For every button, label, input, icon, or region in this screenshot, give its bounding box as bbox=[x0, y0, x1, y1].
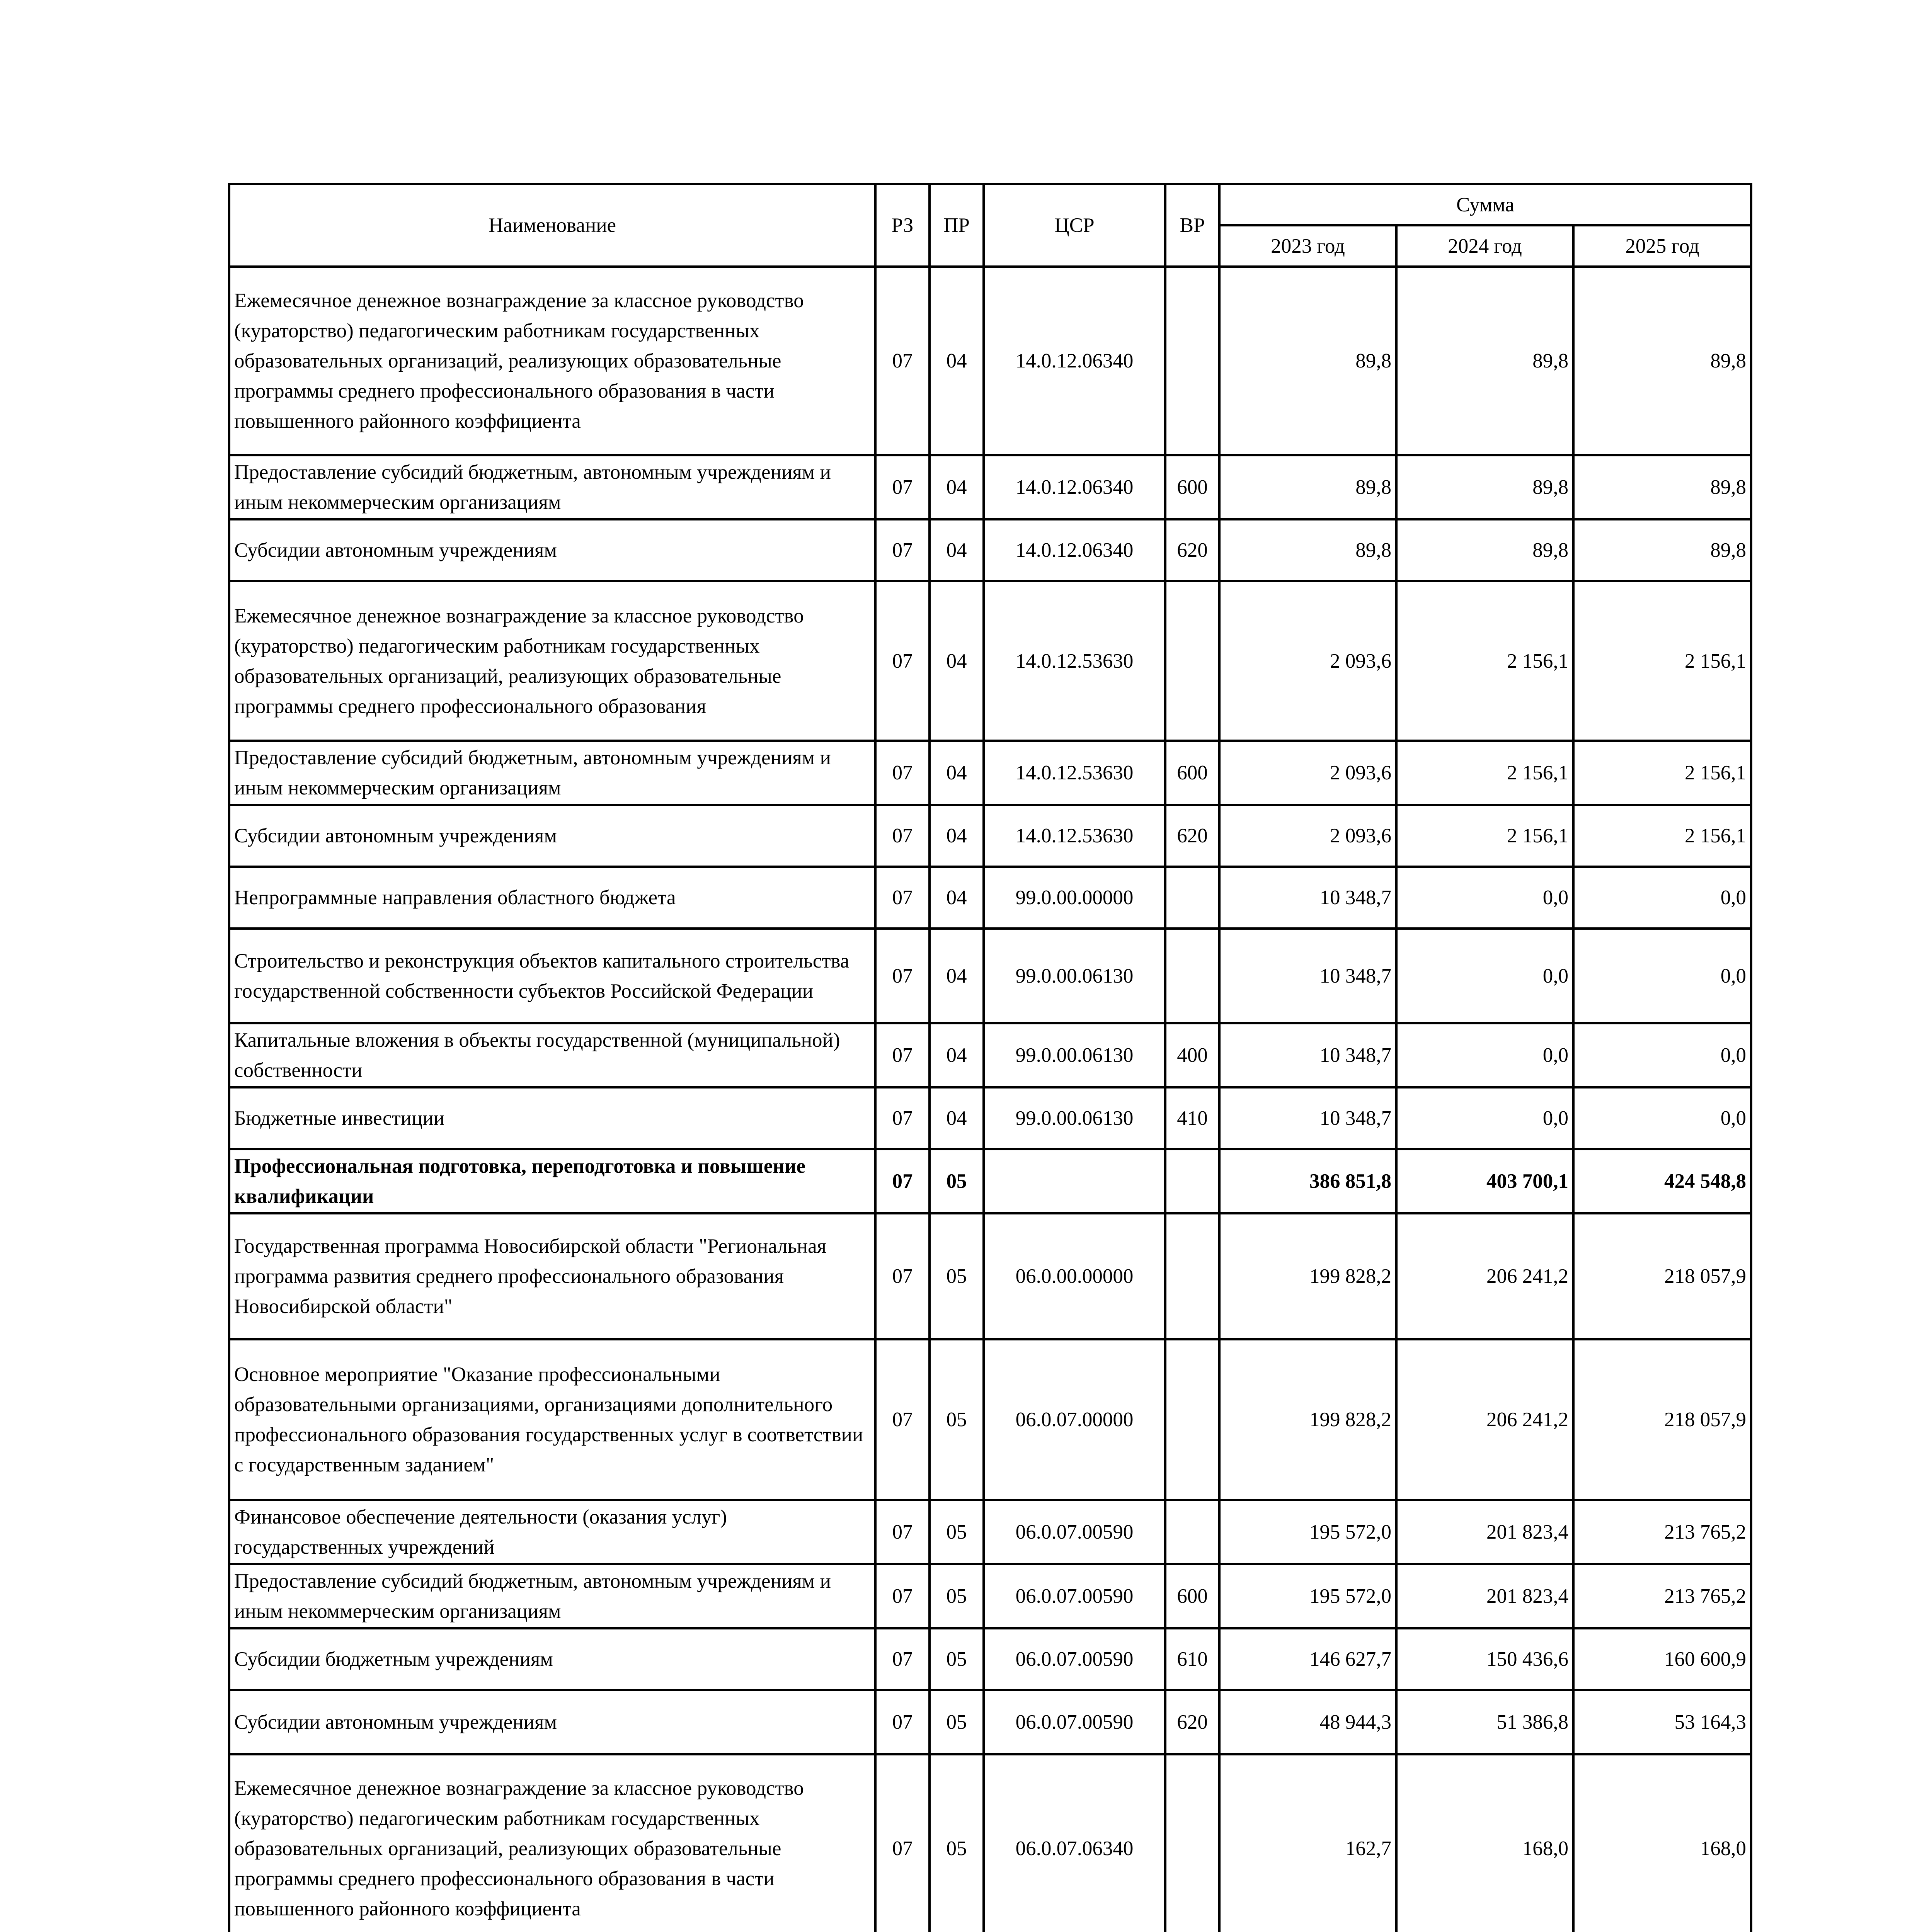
header-sum: Сумма bbox=[1219, 184, 1751, 225]
cell-name: Предоставление субсидий бюджетным, автономным учреждениям и иным некоммерческим организациям bbox=[229, 741, 875, 805]
cell-sum-2023: 162,7 bbox=[1219, 1754, 1396, 1932]
cell-sum-2023: 10 348,7 bbox=[1219, 1023, 1396, 1087]
table-body bbox=[229, 267, 1751, 1932]
cell-csr: 06.0.07.00590 bbox=[984, 1564, 1165, 1628]
cell-pr: 04 bbox=[930, 455, 984, 519]
cell-sum-2024: 0,0 bbox=[1396, 929, 1573, 1023]
cell-sum-2025: 0,0 bbox=[1573, 929, 1751, 1023]
cell-csr: 99.0.00.06130 bbox=[984, 929, 1165, 1023]
header-pr: ПР bbox=[930, 184, 984, 267]
cell-sum-2023: 89,8 bbox=[1219, 455, 1396, 519]
table-row bbox=[229, 581, 1751, 741]
cell-name: Субсидии автономным учреждениям bbox=[229, 805, 875, 867]
cell-rz: 07 bbox=[875, 581, 930, 741]
cell-vr: 620 bbox=[1165, 1690, 1219, 1754]
cell-vr bbox=[1165, 1213, 1219, 1339]
cell-sum-2023: 2 093,6 bbox=[1219, 805, 1396, 867]
cell-pr: 04 bbox=[930, 929, 984, 1023]
cell-sum-2025: 2 156,1 bbox=[1573, 581, 1751, 741]
cell-pr: 04 bbox=[930, 1023, 984, 1087]
cell-name: Ежемесячное денежное вознаграждение за классное руководство (кураторство) педагогическим работникам государственных образовательных организаций, реализующих образовательные программы среднего профессионального образования в части повышенного районного коэффициента bbox=[229, 267, 875, 455]
cell-sum-2023: 2 093,6 bbox=[1219, 581, 1396, 741]
cell-sum-2024: 0,0 bbox=[1396, 1087, 1573, 1149]
table-row bbox=[229, 1213, 1751, 1339]
cell-name: Профессиональная подготовка, переподготовка и повышение квалификации bbox=[229, 1149, 875, 1213]
cell-name: Капитальные вложения в объекты государственной (муниципальной) собственности bbox=[229, 1023, 875, 1087]
cell-pr: 05 bbox=[930, 1690, 984, 1754]
cell-pr: 04 bbox=[930, 581, 984, 741]
cell-rz: 07 bbox=[875, 519, 930, 581]
cell-name: Субсидии автономным учреждениям bbox=[229, 519, 875, 581]
table-row bbox=[229, 1500, 1751, 1564]
cell-csr: 14.0.12.53630 bbox=[984, 581, 1165, 741]
cell-sum-2025: 89,8 bbox=[1573, 267, 1751, 455]
cell-sum-2025: 2 156,1 bbox=[1573, 805, 1751, 867]
cell-vr bbox=[1165, 267, 1219, 455]
cell-vr bbox=[1165, 1754, 1219, 1932]
cell-sum-2024: 2 156,1 bbox=[1396, 741, 1573, 805]
cell-vr bbox=[1165, 1149, 1219, 1213]
cell-vr: 610 bbox=[1165, 1628, 1219, 1690]
table-row bbox=[229, 519, 1751, 581]
cell-rz: 07 bbox=[875, 1754, 930, 1932]
cell-vr: 600 bbox=[1165, 455, 1219, 519]
cell-rz: 07 bbox=[875, 1213, 930, 1339]
cell-name: Государственная программа Новосибирской области "Региональная программа развития среднего профессионального образования Новосибирской области" bbox=[229, 1213, 875, 1339]
cell-csr: 14.0.12.06340 bbox=[984, 267, 1165, 455]
cell-pr: 05 bbox=[930, 1564, 984, 1628]
cell-rz: 07 bbox=[875, 929, 930, 1023]
cell-pr: 05 bbox=[930, 1754, 984, 1932]
cell-sum-2023: 195 572,0 bbox=[1219, 1500, 1396, 1564]
cell-csr: 14.0.12.53630 bbox=[984, 805, 1165, 867]
cell-pr: 04 bbox=[930, 1087, 984, 1149]
cell-pr: 04 bbox=[930, 867, 984, 929]
cell-csr: 06.0.07.00590 bbox=[984, 1690, 1165, 1754]
cell-csr bbox=[984, 1149, 1165, 1213]
cell-sum-2024: 150 436,6 bbox=[1396, 1628, 1573, 1690]
cell-pr: 05 bbox=[930, 1628, 984, 1690]
budget-table bbox=[228, 183, 1752, 1932]
cell-vr: 600 bbox=[1165, 1564, 1219, 1628]
cell-sum-2023: 10 348,7 bbox=[1219, 867, 1396, 929]
table-row bbox=[229, 867, 1751, 929]
table-row bbox=[229, 1087, 1751, 1149]
cell-sum-2025: 89,8 bbox=[1573, 455, 1751, 519]
cell-rz: 07 bbox=[875, 1023, 930, 1087]
cell-sum-2024: 89,8 bbox=[1396, 519, 1573, 581]
table-row bbox=[229, 455, 1751, 519]
header-name: Наименование bbox=[229, 184, 875, 267]
cell-vr bbox=[1165, 929, 1219, 1023]
table-row bbox=[229, 267, 1751, 455]
cell-vr: 410 bbox=[1165, 1087, 1219, 1149]
cell-rz: 07 bbox=[875, 1564, 930, 1628]
cell-sum-2024: 201 823,4 bbox=[1396, 1564, 1573, 1628]
cell-rz: 07 bbox=[875, 867, 930, 929]
cell-csr: 14.0.12.53630 bbox=[984, 741, 1165, 805]
cell-sum-2023: 89,8 bbox=[1219, 519, 1396, 581]
cell-sum-2023: 146 627,7 bbox=[1219, 1628, 1396, 1690]
cell-sum-2025: 218 057,9 bbox=[1573, 1339, 1751, 1500]
cell-sum-2025: 213 765,2 bbox=[1573, 1500, 1751, 1564]
cell-sum-2025: 213 765,2 bbox=[1573, 1564, 1751, 1628]
cell-sum-2023: 2 093,6 bbox=[1219, 741, 1396, 805]
cell-csr: 06.0.07.00590 bbox=[984, 1628, 1165, 1690]
cell-sum-2024: 0,0 bbox=[1396, 1023, 1573, 1087]
table-row bbox=[229, 741, 1751, 805]
cell-pr: 04 bbox=[930, 741, 984, 805]
header-rz: РЗ bbox=[875, 184, 930, 267]
cell-sum-2025: 0,0 bbox=[1573, 1087, 1751, 1149]
header-year-2025: 2025 год bbox=[1573, 225, 1751, 267]
table-row bbox=[229, 1690, 1751, 1754]
cell-sum-2023: 199 828,2 bbox=[1219, 1339, 1396, 1500]
cell-vr: 600 bbox=[1165, 741, 1219, 805]
cell-vr: 620 bbox=[1165, 805, 1219, 867]
table-row bbox=[229, 1339, 1751, 1500]
cell-name: Бюджетные инвестиции bbox=[229, 1087, 875, 1149]
cell-sum-2025: 218 057,9 bbox=[1573, 1213, 1751, 1339]
cell-name: Субсидии бюджетным учреждениям bbox=[229, 1628, 875, 1690]
cell-sum-2023: 195 572,0 bbox=[1219, 1564, 1396, 1628]
cell-name: Предоставление субсидий бюджетным, автономным учреждениям и иным некоммерческим организациям bbox=[229, 1564, 875, 1628]
table-row bbox=[229, 1149, 1751, 1213]
cell-sum-2024: 403 700,1 bbox=[1396, 1149, 1573, 1213]
cell-sum-2025: 0,0 bbox=[1573, 867, 1751, 929]
cell-sum-2024: 89,8 bbox=[1396, 455, 1573, 519]
cell-sum-2024: 206 241,2 bbox=[1396, 1213, 1573, 1339]
cell-sum-2023: 10 348,7 bbox=[1219, 1087, 1396, 1149]
cell-pr: 04 bbox=[930, 267, 984, 455]
cell-rz: 07 bbox=[875, 1628, 930, 1690]
cell-sum-2024: 51 386,8 bbox=[1396, 1690, 1573, 1754]
cell-pr: 04 bbox=[930, 805, 984, 867]
cell-sum-2024: 168,0 bbox=[1396, 1754, 1573, 1932]
header-year-2023: 2023 год bbox=[1219, 225, 1396, 267]
cell-csr: 06.0.00.00000 bbox=[984, 1213, 1165, 1339]
cell-csr: 06.0.07.00590 bbox=[984, 1500, 1165, 1564]
cell-sum-2024: 89,8 bbox=[1396, 267, 1573, 455]
header-csr: ЦСР bbox=[984, 184, 1165, 267]
table-row bbox=[229, 1023, 1751, 1087]
cell-pr: 05 bbox=[930, 1339, 984, 1500]
cell-vr bbox=[1165, 1500, 1219, 1564]
cell-sum-2023: 199 828,2 bbox=[1219, 1213, 1396, 1339]
cell-sum-2024: 2 156,1 bbox=[1396, 805, 1573, 867]
cell-vr bbox=[1165, 867, 1219, 929]
cell-rz: 07 bbox=[875, 1500, 930, 1564]
cell-rz: 07 bbox=[875, 267, 930, 455]
cell-name: Ежемесячное денежное вознаграждение за классное руководство (кураторство) педагогическим работникам государственных образовательных организаций, реализующих образовательные программы среднего профессионального образования в части повышенного районного коэффициента bbox=[229, 1754, 875, 1932]
cell-rz: 07 bbox=[875, 1149, 930, 1213]
cell-sum-2023: 386 851,8 bbox=[1219, 1149, 1396, 1213]
cell-vr: 400 bbox=[1165, 1023, 1219, 1087]
cell-csr: 99.0.00.00000 bbox=[984, 867, 1165, 929]
cell-rz: 07 bbox=[875, 1339, 930, 1500]
cell-sum-2024: 206 241,2 bbox=[1396, 1339, 1573, 1500]
cell-csr: 99.0.00.06130 bbox=[984, 1023, 1165, 1087]
header-vr: ВР bbox=[1165, 184, 1219, 267]
cell-rz: 07 bbox=[875, 1690, 930, 1754]
table-header bbox=[229, 184, 1751, 267]
cell-csr: 14.0.12.06340 bbox=[984, 519, 1165, 581]
cell-sum-2023: 89,8 bbox=[1219, 267, 1396, 455]
table-row bbox=[229, 1564, 1751, 1628]
cell-sum-2024: 201 823,4 bbox=[1396, 1500, 1573, 1564]
cell-vr: 620 bbox=[1165, 519, 1219, 581]
cell-sum-2025: 160 600,9 bbox=[1573, 1628, 1751, 1690]
cell-csr: 99.0.00.06130 bbox=[984, 1087, 1165, 1149]
cell-pr: 05 bbox=[930, 1149, 984, 1213]
table-row bbox=[229, 929, 1751, 1023]
cell-rz: 07 bbox=[875, 455, 930, 519]
cell-rz: 07 bbox=[875, 805, 930, 867]
cell-vr bbox=[1165, 581, 1219, 741]
cell-name: Ежемесячное денежное вознаграждение за классное руководство (кураторство) педагогическим работникам государственных образовательных организаций, реализующих образовательные программы среднего профессионального образования bbox=[229, 581, 875, 741]
cell-rz: 07 bbox=[875, 1087, 930, 1149]
cell-sum-2025: 53 164,3 bbox=[1573, 1690, 1751, 1754]
cell-pr: 04 bbox=[930, 519, 984, 581]
cell-sum-2024: 2 156,1 bbox=[1396, 581, 1573, 741]
table-row bbox=[229, 805, 1751, 867]
cell-rz: 07 bbox=[875, 741, 930, 805]
cell-sum-2025: 2 156,1 bbox=[1573, 741, 1751, 805]
cell-pr: 05 bbox=[930, 1213, 984, 1339]
cell-name: Предоставление субсидий бюджетным, автономным учреждениям и иным некоммерческим организациям bbox=[229, 455, 875, 519]
table-row bbox=[229, 1754, 1751, 1932]
cell-csr: 06.0.07.00000 bbox=[984, 1339, 1165, 1500]
cell-csr: 06.0.07.06340 bbox=[984, 1754, 1165, 1932]
cell-name: Финансовое обеспечение деятельности (оказания услуг) государственных учреждений bbox=[229, 1500, 875, 1564]
header-year-2024: 2024 год bbox=[1396, 225, 1573, 267]
cell-sum-2025: 424 548,8 bbox=[1573, 1149, 1751, 1213]
cell-pr: 05 bbox=[930, 1500, 984, 1564]
cell-sum-2025: 0,0 bbox=[1573, 1023, 1751, 1087]
cell-name: Строительство и реконструкция объектов капитального строительства государственной собственности субъектов Российской Федерации bbox=[229, 929, 875, 1023]
cell-vr bbox=[1165, 1339, 1219, 1500]
table-row bbox=[229, 1628, 1751, 1690]
cell-sum-2024: 0,0 bbox=[1396, 867, 1573, 929]
cell-sum-2025: 168,0 bbox=[1573, 1754, 1751, 1932]
cell-csr: 14.0.12.06340 bbox=[984, 455, 1165, 519]
cell-name: Субсидии автономным учреждениям bbox=[229, 1690, 875, 1754]
cell-name: Основное мероприятие "Оказание профессиональными образовательными организациями, организациями дополнительного профессионального образования государственных услуг в соответствии с государственным заданием" bbox=[229, 1339, 875, 1500]
cell-sum-2023: 10 348,7 bbox=[1219, 929, 1396, 1023]
cell-sum-2025: 89,8 bbox=[1573, 519, 1751, 581]
cell-sum-2023: 48 944,3 bbox=[1219, 1690, 1396, 1754]
cell-name: Непрограммные направления областного бюджета bbox=[229, 867, 875, 929]
